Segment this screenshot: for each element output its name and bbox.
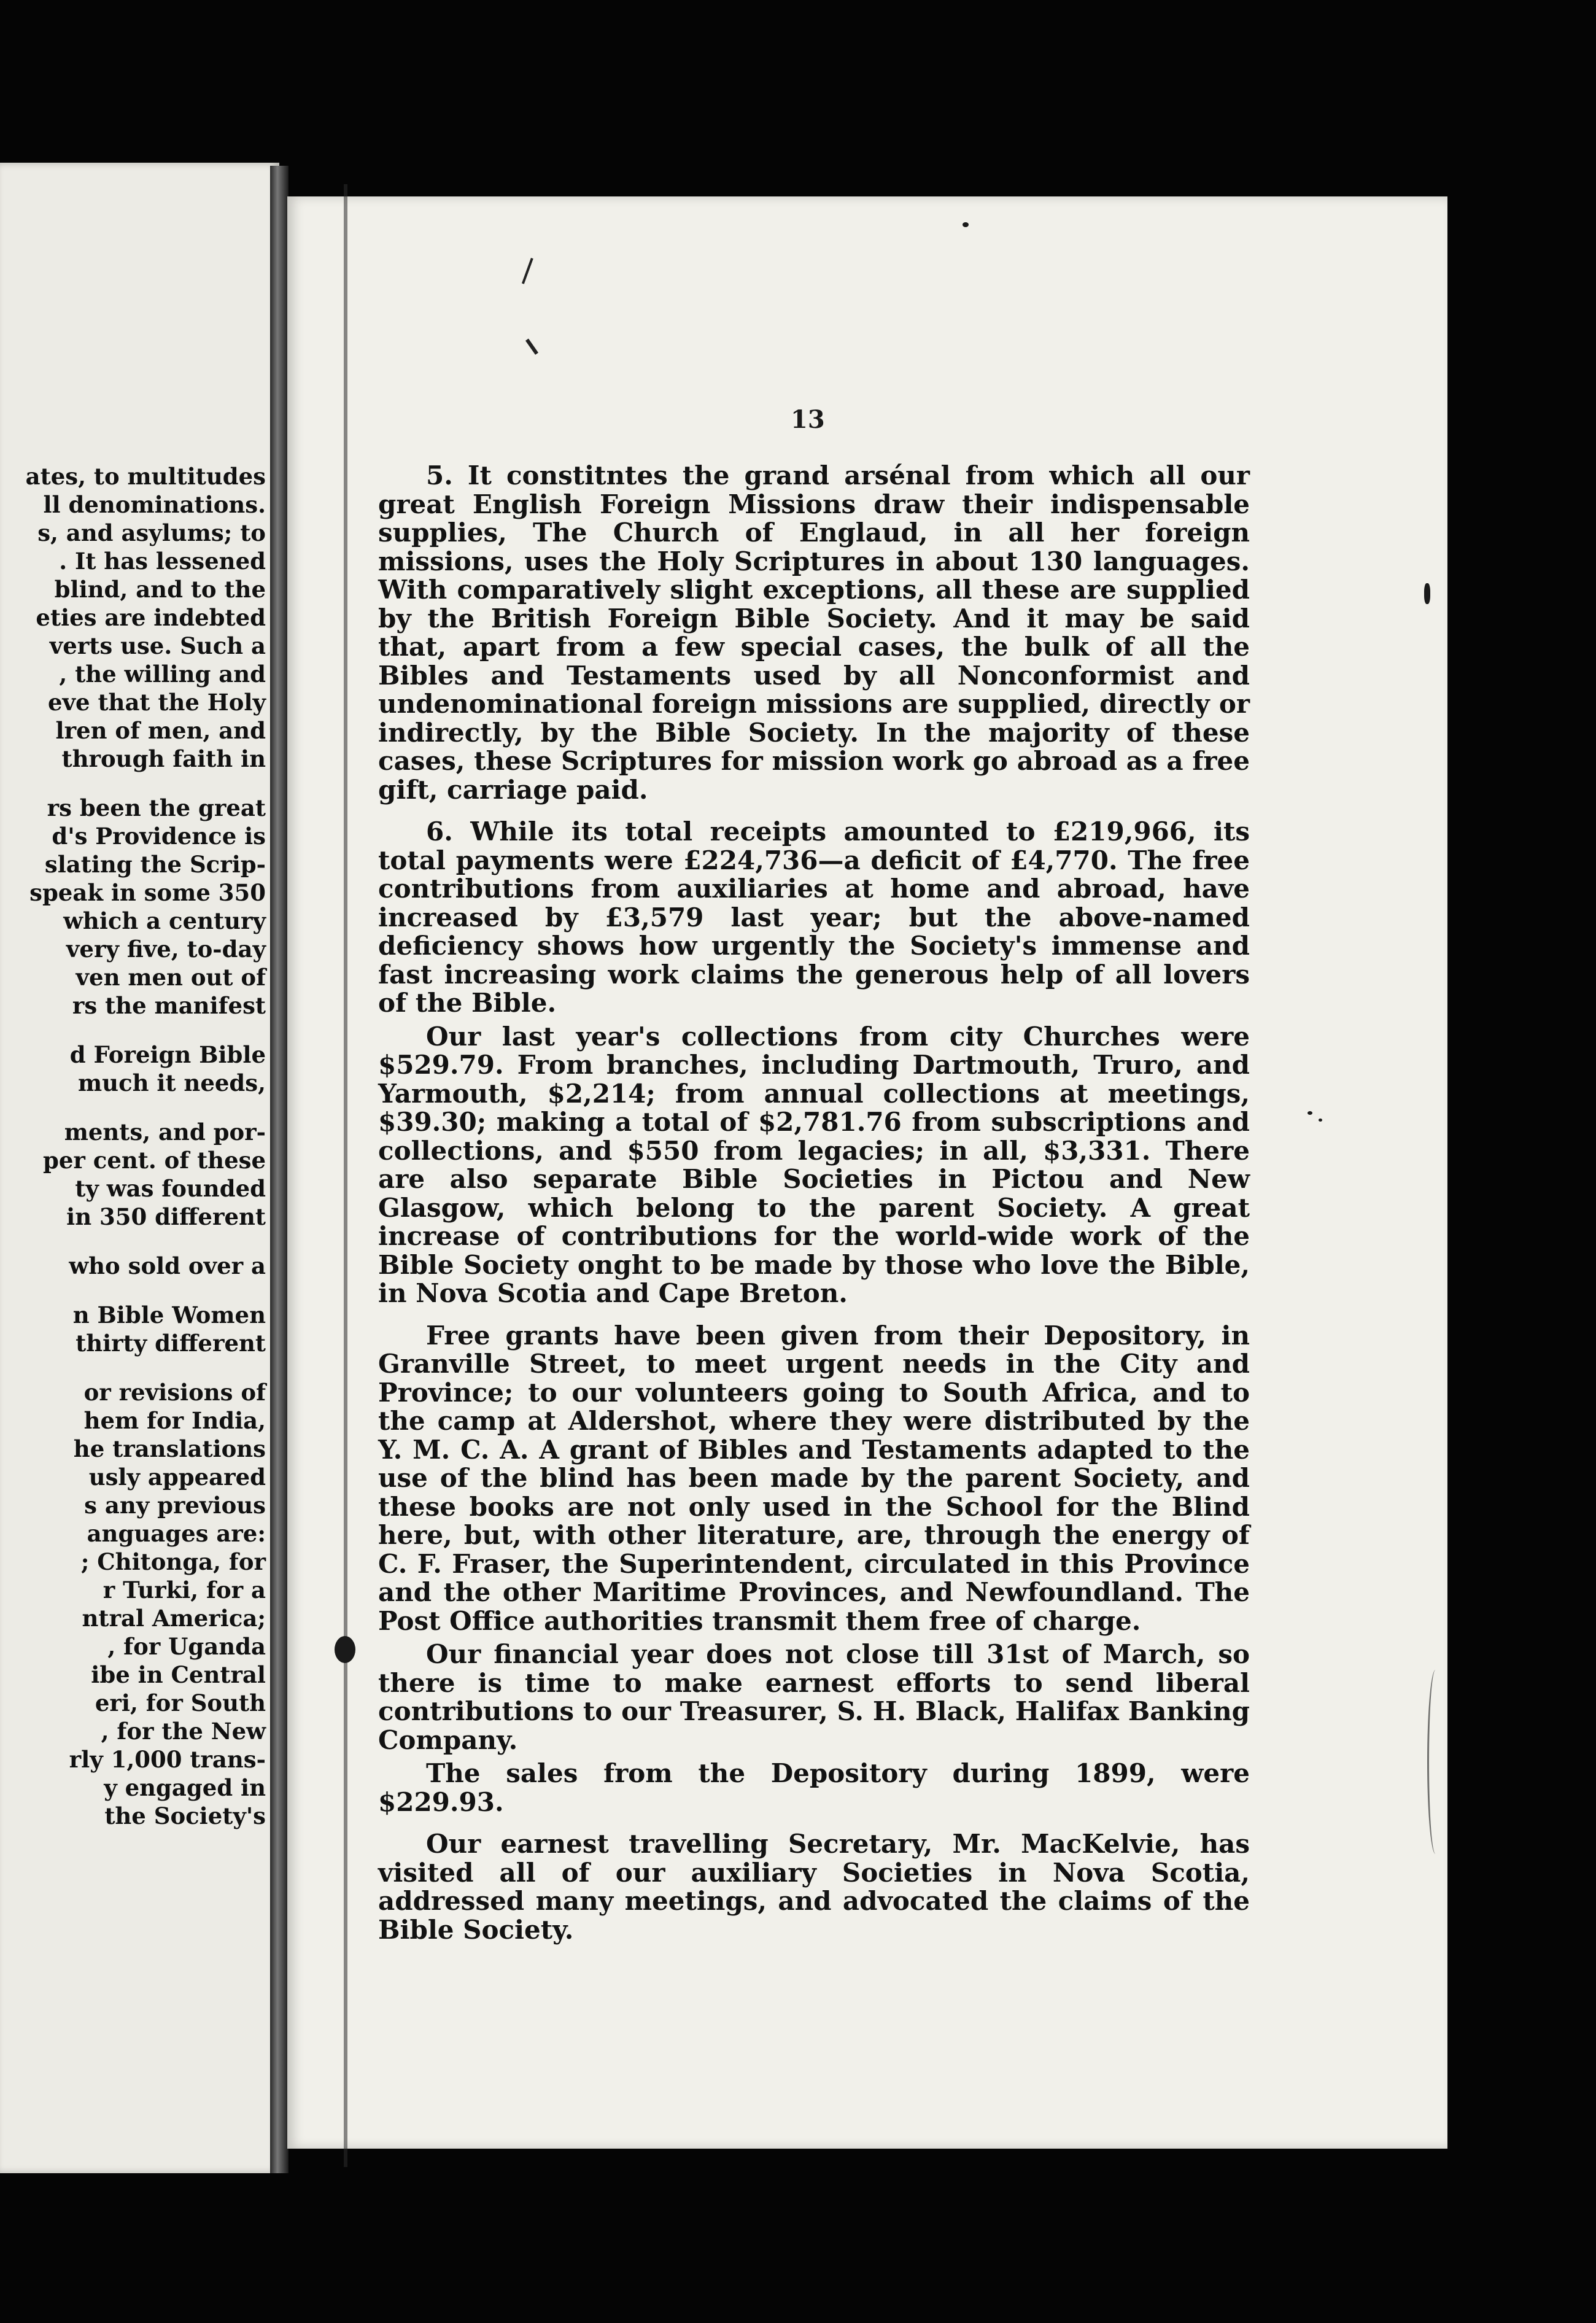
left-page-line: y engaged in (104, 1774, 266, 1801)
scan-speck (1424, 583, 1430, 604)
left-page-line: s any previous (84, 1492, 266, 1519)
page-body (378, 462, 1250, 1944)
left-page-line: ates, to multitudes (25, 463, 266, 490)
scan-speck (335, 1636, 355, 1663)
left-page-line: ntral America; (82, 1605, 266, 1632)
left-page-line: rly 1,000 trans- (69, 1746, 266, 1773)
left-page-line: rs been the great (47, 794, 266, 821)
page-edge-curl (1427, 1670, 1444, 1854)
left-page-line: he translations (73, 1435, 266, 1462)
left-page-line (0, 773, 266, 794)
left-page-line: slating the Scrip- (44, 851, 266, 878)
scan-speck (1307, 1111, 1312, 1115)
left-page-line: which a century (63, 907, 266, 934)
left-page-line: blind, and to the (54, 576, 266, 603)
left-page-line: d's Providence is (52, 823, 266, 850)
page-number: 13 (791, 405, 825, 434)
left-page-line: lren of men, and (55, 717, 266, 744)
left-page-line (0, 1097, 266, 1118)
left-page-line: ; Chitonga, for (80, 1548, 266, 1575)
paragraph-free-grants: Free grants have been given from their Depository, in Granville Street, to meet urgent needs in the City and Province; to our volunteers going to South Africa, and to the camp at Aldershot, where they were distributed by the Y. M. C. A. A grant of Bibles and Testaments adapted to the use of the blind has been made by the parent Society, and these books are not only used in the School for the Blind here, but, with other literature, are, through the energy of C. F. Fraser, the Superintendent, circulated in this Province and the other Maritime Provinces, and Newfoundland. The Post Office authorities transmit them free of charge. (378, 1320, 1250, 1636)
left-page-line: r Turki, for a (103, 1576, 266, 1604)
scan-speck (1319, 1119, 1322, 1122)
paragraph-5: 5. It constitntes the grand arsénal from which all our great English Foreign Missions draw their indispensable supplies, The Church of Englaud, in all her foreign missions, uses the Holy Scriptures in about 130 languages. With comparatively slight exceptions, all these are supplied by the British Foreign Bible Society. And it may be said that, apart from a few special cases, the bulk of all the Bibles and Testaments used by all Nonconformist and undenominational foreign missions are supplied, directly or indirectly, by the Bible Society. In the majority of these cases, these Scriptures for mission work go abroad as a free gift, carriage paid. (378, 460, 1250, 805)
left-page-line: ments, and por- (64, 1119, 266, 1146)
left-page-line: eri, for South (95, 1689, 266, 1716)
left-page-line: per cent. of these (43, 1147, 266, 1174)
left-page-line: eties are indebted (36, 604, 266, 631)
left-page-line: the Society's (104, 1802, 266, 1829)
left-page-line: or revisions of (83, 1379, 266, 1406)
paragraph-6: 6. While its total receipts amounted to £219,966, its total payments were £224,736—a deficit of £4,770. The free contributions from auxiliaries at home and abroad, have increased by £3,579 last year; but the above-named deficiency shows how urgently the Society's immense and fast increasing work claims the generous help of all lovers of the Bible. (378, 816, 1250, 1018)
left-page-line: rs the manifest (72, 992, 266, 1019)
left-page-line: verts use. Such a (49, 632, 266, 659)
left-page-line: n Bible Women (72, 1301, 266, 1328)
left-page-line: . It has lessened (59, 548, 266, 575)
paragraph-sales: The sales from the Depository during 1899, were $229.93. (378, 1758, 1250, 1817)
left-page-line: d Foreign Bible (69, 1041, 266, 1068)
paragraph-secretary: Our earnest travelling Secretary, Mr. MacKelvie, has visited all of our auxiliary Societies in Nova Scotia, addressed many meetings, and advocated the claims of the Bible Society. (378, 1829, 1250, 1945)
left-page-line: s, and asylums; to (37, 519, 266, 546)
left-page-line: thirty different (76, 1330, 266, 1357)
left-page-line: through faith in (61, 745, 266, 772)
left-page-line: who sold over a (69, 1252, 266, 1279)
left-page-line: very five, to-day (66, 936, 266, 963)
left-page-text (0, 462, 266, 1830)
left-page-line: eve that the Holy (47, 689, 266, 716)
left-page-line: ven men out of (76, 964, 266, 991)
left-page-line (0, 1231, 266, 1252)
left-page-line: much it needs, (78, 1069, 266, 1096)
left-page-line: , the willing and (59, 661, 266, 688)
left-page-line (0, 1357, 266, 1378)
left-page-line: ll denominations. (43, 491, 266, 518)
left-page-line (0, 1020, 266, 1041)
left-page-line: , for Uganda (107, 1633, 266, 1660)
left-page-line: speak in some 350 (29, 879, 266, 906)
book-gutter (270, 166, 289, 2173)
left-facing-page (0, 163, 279, 2173)
left-page-line: ibe in Central (91, 1661, 266, 1688)
left-page-line: usly appeared (88, 1464, 266, 1491)
paragraph-financial-year: Our financial year does not close till 31st of March, so there is time to make earnest efforts to send liberal contributions to our Treasurer, S. H. Black, Halifax Banking Company. (378, 1639, 1250, 1755)
left-page-line: , for the New (101, 1718, 266, 1745)
left-page-line: hem for India, (83, 1407, 266, 1434)
paragraph-collections: Our last year's collections from city Churches were $529.79. From branches, including Dartmouth, Truro, and Yarmouth, $2,214; from annual collections at meetings, $39.30; making a total of $2,781.76 from subscriptions and collections, and $550 from legacies; in all, $3,331. There are also separate Bible Societies in Pictou and New Glasgow, which belong to the parent Society. A great increase of contributions for the world-wide work of the Bible Society onght to be made by those who love the Bible, in Nova Scotia and Cape Breton. (378, 1021, 1250, 1308)
left-page-line: ty was founded (75, 1175, 266, 1202)
binding-shadow-line (344, 184, 347, 2167)
scan-speck (963, 222, 969, 227)
left-page-line: in 350 different (66, 1203, 266, 1230)
left-page-line (0, 1280, 266, 1301)
left-page-line: anguages are: (87, 1520, 266, 1547)
